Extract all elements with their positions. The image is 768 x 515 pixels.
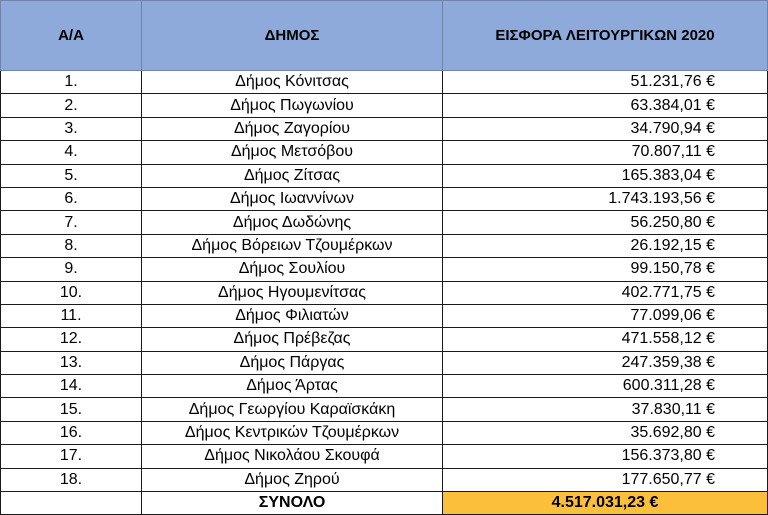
table-row: [1, 234, 768, 257]
row-index-cell: 3.: [1, 117, 142, 140]
row-index-cell: 4.: [1, 141, 142, 164]
municipality-cell: Δήμος Σουλίου: [142, 258, 443, 281]
row-index-cell: 16.: [1, 421, 142, 444]
total-empty-cell: [1, 492, 142, 515]
total-row: [1, 492, 768, 515]
amount-cell: 1.743.193,56 €: [443, 187, 768, 210]
amount-cell: 471.558,12 €: [443, 328, 768, 351]
table-row: [1, 117, 768, 140]
table-row: [1, 445, 768, 468]
amount-cell: 63.384,01 €: [443, 94, 768, 117]
header-municipality: ΔΗΜΟΣ: [142, 1, 443, 71]
row-index-cell: 15.: [1, 398, 142, 421]
row-index-cell: 17.: [1, 445, 142, 468]
header-amount: ΕΙΣΦΟΡΑ ΛΕΙΤΟΥΡΓΙΚΩΝ 2020: [443, 1, 768, 71]
table-row: [1, 304, 768, 327]
table-row: [1, 71, 768, 94]
table-row: [1, 94, 768, 117]
total-amount: 4.517.031,23 €: [443, 492, 768, 515]
municipality-cell: Δήμος Πάργας: [142, 351, 443, 374]
table-row: [1, 187, 768, 210]
municipality-cell: Δήμος Βόρειων Τζουμέρκων: [142, 234, 443, 257]
municipality-cell: Δήμος Πωγωνίου: [142, 94, 443, 117]
municipality-cell: Δήμος Δωδώνης: [142, 211, 443, 234]
table-row: [1, 421, 768, 444]
row-index-cell: 11.: [1, 304, 142, 327]
municipality-cell: Δήμος Ζηρού: [142, 468, 443, 491]
municipality-cell: Δήμος Μετσόβου: [142, 141, 443, 164]
table-row: [1, 141, 768, 164]
amount-cell: 51.231,76 €: [443, 71, 768, 94]
municipality-cell: Δήμος Ζαγορίου: [142, 117, 443, 140]
amount-cell: 156.373,80 €: [443, 445, 768, 468]
table-row: [1, 351, 768, 374]
amount-cell: 70.807,11 €: [443, 141, 768, 164]
table-row: [1, 328, 768, 351]
table-row: [1, 258, 768, 281]
municipality-cell: Δήμος Άρτας: [142, 375, 443, 398]
municipality-cell: Δήμος Ζίτσας: [142, 164, 443, 187]
table-row: [1, 398, 768, 421]
row-index-cell: 9.: [1, 258, 142, 281]
amount-cell: 77.099,06 €: [443, 304, 768, 327]
amount-cell: 37.830,11 €: [443, 398, 768, 421]
municipality-cell: Δήμος Φιλιατών: [142, 304, 443, 327]
table-row: [1, 211, 768, 234]
amount-cell: 99.150,78 €: [443, 258, 768, 281]
municipality-cell: Δήμος Ηγουμενίτσας: [142, 281, 443, 304]
table-row: [1, 375, 768, 398]
municipality-cell: Δήμος Πρέβεζας: [142, 328, 443, 351]
municipality-cell: Δήμος Ιωαννίνων: [142, 187, 443, 210]
table-row: [1, 281, 768, 304]
row-index-cell: 12.: [1, 328, 142, 351]
table-footer: [1, 492, 768, 515]
header-index: Α/Α: [1, 1, 142, 71]
header-row: [1, 1, 768, 71]
amount-cell: 26.192,15 €: [443, 234, 768, 257]
amount-cell: 600.311,28 €: [443, 375, 768, 398]
row-index-cell: 2.: [1, 94, 142, 117]
amount-cell: 165.383,04 €: [443, 164, 768, 187]
municipality-cell: Δήμος Κεντρικών Τζουμέρκων: [142, 421, 443, 444]
municipality-cell: Δήμος Νικολάου Σκουφά: [142, 445, 443, 468]
amount-cell: 34.790,94 €: [443, 117, 768, 140]
amount-cell: 402.771,75 €: [443, 281, 768, 304]
amount-cell: 35.692,80 €: [443, 421, 768, 444]
table-row: [1, 468, 768, 491]
total-label: ΣΥΝΟΛΟ: [142, 492, 443, 515]
amount-cell: 56.250,80 €: [443, 211, 768, 234]
row-index-cell: 14.: [1, 375, 142, 398]
row-index-cell: 10.: [1, 281, 142, 304]
row-index-cell: 1.: [1, 71, 142, 94]
table-row: [1, 164, 768, 187]
row-index-cell: 5.: [1, 164, 142, 187]
row-index-cell: 13.: [1, 351, 142, 374]
row-index-cell: 7.: [1, 211, 142, 234]
amount-cell: 247.359,38 €: [443, 351, 768, 374]
amount-cell: 177.650,77 €: [443, 468, 768, 491]
table-body: [1, 71, 768, 492]
municipality-cell: Δήμος Γεωργίου Καραϊσκάκη: [142, 398, 443, 421]
municipality-cell: Δήμος Κόνιτσας: [142, 71, 443, 94]
table-header: [1, 1, 768, 71]
row-index-cell: 18.: [1, 468, 142, 491]
row-index-cell: 8.: [1, 234, 142, 257]
row-index-cell: 6.: [1, 187, 142, 210]
